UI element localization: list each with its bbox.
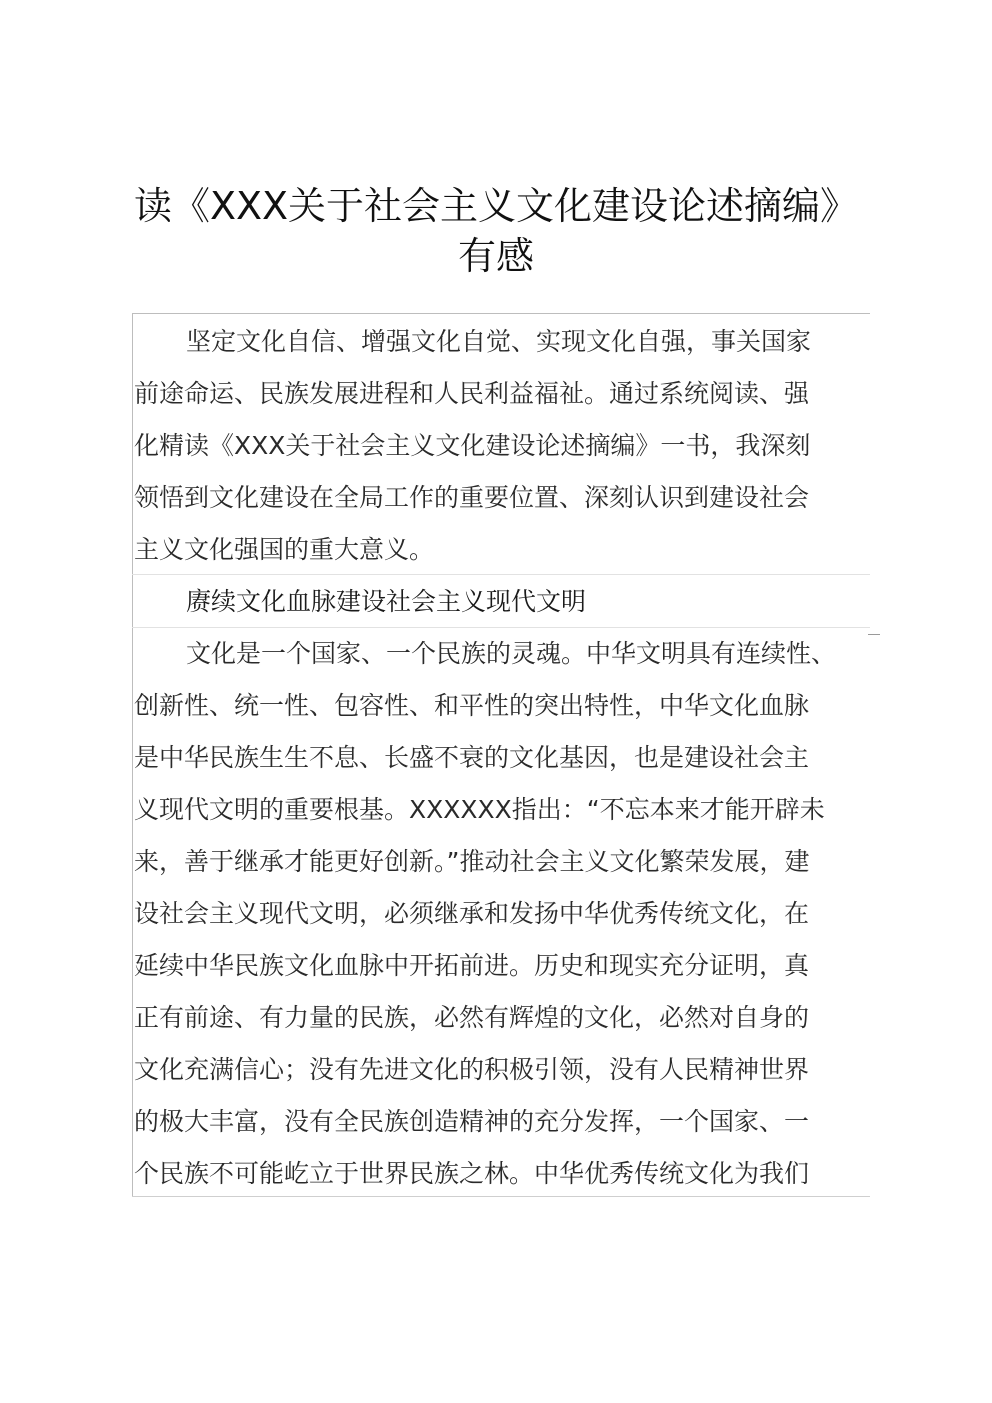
- intro-paragraph-line: 坚定文化自信、增强文化自觉、实现文化自强，事关国家: [186, 327, 812, 356]
- body-paragraph-line: 的极大丰富，没有全民族创造精神的充分发挥，一个国家、一: [134, 1107, 810, 1136]
- intro-paragraph-line: 化精读《XXX关于社会主义文化建设论述摘编》一书，我深刻: [134, 431, 811, 460]
- body-paragraph-line: 正有前途、有力量的民族，必然有辉煌的文化，必然对自身的: [134, 1003, 810, 1032]
- body-paragraph-line: 延续中华民族文化血脉中开拓前进。历史和现实充分证明，真: [134, 951, 810, 980]
- body-paragraph-line: 文化充满信心；没有先进文化的积极引领，没有人民精神世界: [134, 1055, 810, 1084]
- body-paragraph-line: 是中华民族生生不息、长盛不衰的文化基因，也是建设社会主: [134, 743, 810, 772]
- section-heading: 赓续文化血脉建设社会主义现代文明: [186, 587, 587, 616]
- intro-paragraph-line: 主义文化强国的重大意义。: [134, 535, 435, 564]
- body-paragraph-line: 来，善于继承才能更好创新。”推动社会主义文化繁荣发展，建: [134, 847, 810, 876]
- text-frame-left-border: [132, 313, 133, 1197]
- body-paragraph-line: 创新性、统一性、包容性、和平性的突出特性，中华文化血脉: [134, 691, 810, 720]
- intro-paragraph-line: 前途命运、民族发展进程和人民利益福祉。通过系统阅读、强: [134, 379, 810, 408]
- body-paragraph-line: 个民族不可能屹立于世界民族之林。中华优秀传统文化为我们: [134, 1159, 810, 1188]
- body-paragraph-line: 义现代文明的重要根基。XXXXXX指出：“不忘本来才能开辟未: [134, 795, 825, 824]
- margin-tick-mark: [868, 634, 880, 635]
- page-title-line-2: 有感: [457, 234, 534, 278]
- body-paragraph-line: 文化是一个国家、一个民族的灵魂。中华文明具有连续性、: [186, 639, 837, 668]
- page-title-line-1: 读《XXX关于社会主义文化建设论述摘编》: [133, 184, 859, 228]
- body-paragraph-line: 设社会主义现代文明，必须继承和发扬中华优秀传统文化，在: [134, 899, 810, 928]
- text-frame-top-border: [132, 313, 870, 314]
- intro-paragraph-line: 领悟到文化建设在全局工作的重要位置、深刻认识到建设社会: [134, 483, 810, 512]
